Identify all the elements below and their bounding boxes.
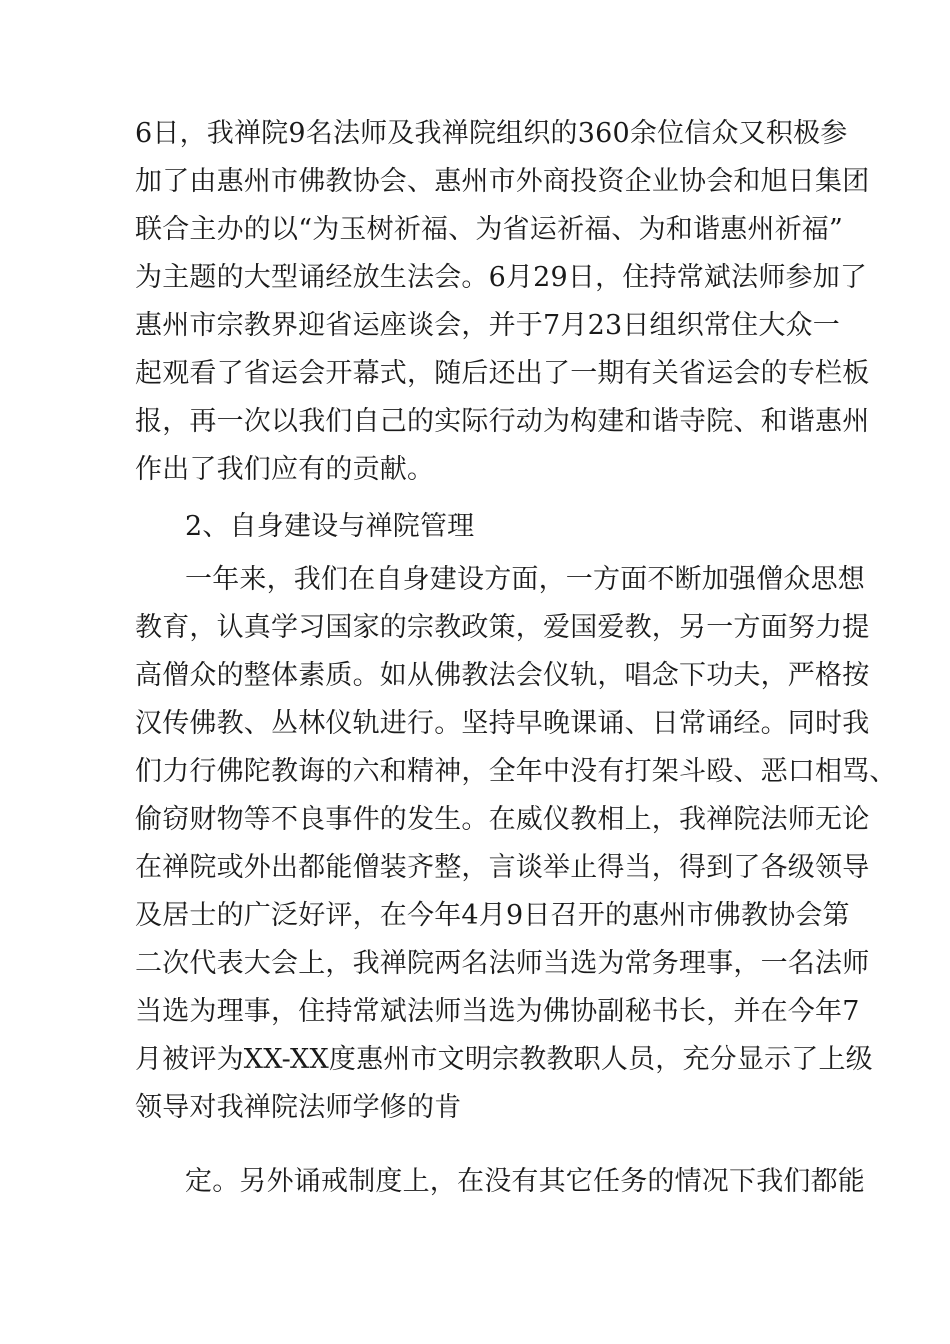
text-line-22: 定。另外诵戒制度上，在没有其它任务的情况下我们都能 [185, 1166, 865, 1197]
text-line-13: 汉传佛教、丛林仪轨进行。坚持早晚课诵、日常诵经。同时我 [135, 708, 870, 739]
text-line-16: 在禅院或外出都能僧装齐整，言谈举止得当，得到了各级领导 [135, 852, 870, 883]
text-line-19: 当选为理事，住持常斌法师当选为佛协副秘书长，并在今年7 [135, 996, 860, 1027]
text-line-21: 领导对我禅院法师学修的肯 [135, 1092, 462, 1123]
text-line-7: 报，再一次以我们自己的实际行动为构建和谐寺院、和谐惠州 [135, 406, 870, 437]
section-heading: 2、自身建设与禅院管理 [185, 511, 475, 542]
text-line-6: 起观看了省运会开幕式，随后还出了一期有关省运会的专栏板 [135, 358, 870, 389]
text-line-3: 联合主办的以“为玉树祈福、为省运祈福、为和谐惠州祈福” [135, 214, 844, 245]
text-line-10: 一年来，我们在自身建设方面，一方面不断加强僧众思想 [185, 564, 865, 595]
text-line-12: 高僧众的整体素质。如从佛教法会仪轨，唱念下功夫，严格按 [135, 660, 870, 691]
text-line-20: 月被评为XX-XX度惠州市文明宗教教职人员，充分显示了上级 [135, 1044, 873, 1075]
text-line-5: 惠州市宗教界迎省运座谈会，并于7月23日组织常住大众一 [135, 310, 840, 341]
text-line-2: 加了由惠州市佛教协会、惠州市外商投资企业协会和旭日集团 [135, 166, 870, 197]
text-line-1: 6日，我禅院9名法师及我禅院组织的360余位信众又积极参 [135, 118, 848, 149]
text-line-17: 及居士的广泛好评，在今年4月9日召开的惠州市佛教协会第 [135, 900, 850, 931]
text-line-8: 作出了我们应有的贡献。 [135, 454, 435, 485]
text-line-14: 们力行佛陀教诲的六和精神，全年中没有打架斗殴、恶口相骂、 [135, 756, 897, 787]
text-line-15: 偷窃财物等不良事件的发生。在威仪教相上，我禅院法师无论 [135, 804, 870, 835]
text-line-11: 教育，认真学习国家的宗教政策，爱国爱教，另一方面努力提 [135, 612, 870, 643]
text-line-18: 二次代表大会上，我禅院两名法师当选为常务理事，一名法师 [135, 948, 870, 979]
text-line-4: 为主题的大型诵经放生法会。6月29日，住持常斌法师参加了 [135, 262, 868, 293]
